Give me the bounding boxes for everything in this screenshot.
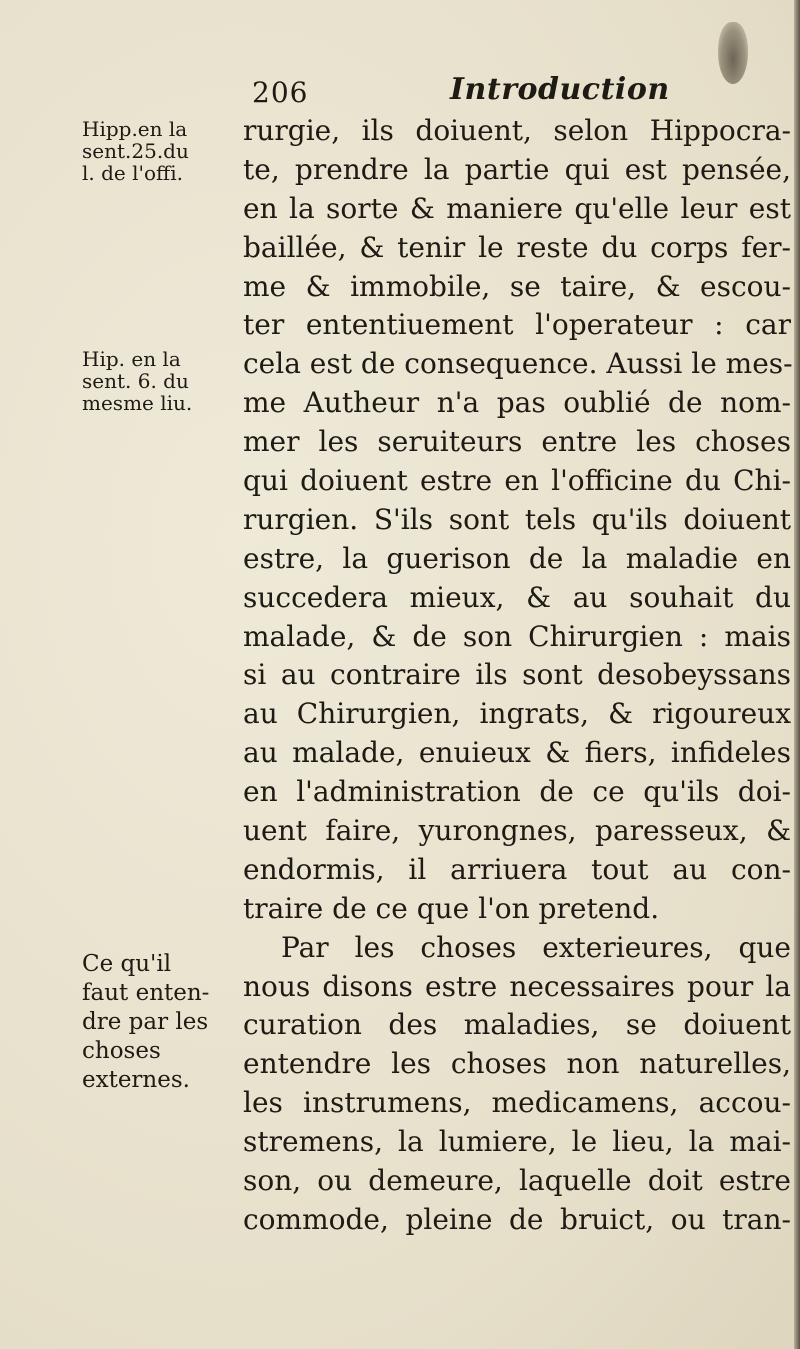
margin-note [82, 950, 237, 1095]
text-line: qui doiuent estre en l'officine du Chi- [243, 464, 791, 498]
margin-note-line: l. de l'offi. [82, 161, 184, 185]
text-line: stremens, la lumiere, le lieu, la mai- [243, 1125, 791, 1159]
text-line: te, prendre la partie qui est pensée, [243, 152, 791, 186]
text-line: les instrumens, medicamens, accou- [243, 1086, 791, 1120]
margin-note-line: externes. [82, 1067, 190, 1093]
text-line: en la sorte & maniere qu'elle leur est [243, 191, 791, 225]
margin-note-line: sent. 6. du [82, 369, 189, 393]
margin-note-line: faut enten- [82, 980, 210, 1006]
text-line: succedera mieux, & au souhait du [243, 580, 791, 614]
text-line: au malade, enuieux & fiers, infideles [243, 736, 791, 770]
text-line: au Chirurgien, ingrats, & rigoureux [243, 697, 791, 731]
margin-note-line: sent.25.du [82, 139, 189, 163]
text-line: rurgien. S'ils sont tels qu'ils doiuent [243, 502, 791, 536]
text-line: me Autheur n'a pas oublié de nom- [243, 386, 791, 420]
text-line: endormis, il arriuera tout au con- [243, 852, 791, 886]
margin-note-line: dre par les [82, 1009, 209, 1035]
margin-note [82, 348, 237, 414]
text-line: nous disons estre necessaires pour la [243, 969, 791, 1003]
margin-note-line: mesme liu. [82, 391, 193, 415]
body-text [243, 112, 791, 1240]
text-line: ter ententiuement l'operateur : car [243, 308, 791, 342]
margin-note-line: Ce qu'il [82, 951, 172, 977]
text-line: entendre les choses non naturelles, [243, 1047, 791, 1081]
margin-note [82, 118, 237, 184]
text-line: malade, & de son Chirurgien : mais [243, 619, 791, 653]
page-number: 206 [252, 76, 309, 109]
text-line: cela est de consequence. Aussi le mes- [243, 347, 793, 381]
text-line: baillée, & tenir le reste du corps fer- [243, 230, 791, 264]
page-edge-shadow [794, 0, 800, 1349]
text-line: en l'administration de ce qu'ils doi- [243, 775, 791, 809]
text-line: commode, pleine de bruict, ou tran- [243, 1202, 791, 1236]
text-line: me & immobile, se taire, & escou- [243, 269, 791, 303]
text-line: si au contraire ils sont desobeyssans [243, 658, 791, 692]
margin-note-line: choses [82, 1038, 161, 1064]
margin-note-line: Hipp.en la [82, 117, 188, 141]
text-line: estre, la guerison de la maladie en [243, 541, 791, 575]
text-line: son, ou demeure, laquelle doit estre [243, 1164, 791, 1198]
text-line: mer les seruiteurs entre les choses [243, 425, 791, 459]
text-line: uent faire, yurongnes, paresseux, & [243, 814, 791, 848]
text-line: curation des maladies, se doiuent [243, 1008, 791, 1042]
running-head: Introduction [450, 72, 670, 107]
text-line: Par les choses exterieures, que [281, 930, 791, 964]
text-line: traire de ce que l'on pretend. [243, 891, 660, 925]
text-line: rurgie, ils doiuent, selon Hippocra- [243, 114, 791, 147]
margin-note-line: Hip. en la [82, 347, 181, 371]
